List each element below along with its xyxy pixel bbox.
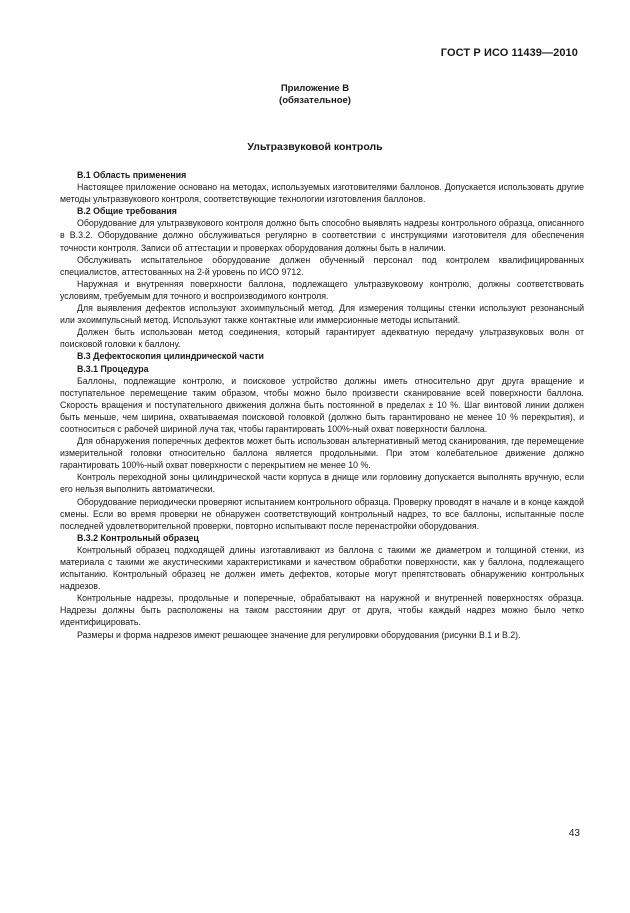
paragraph: Для выявления дефектов используют эхоимпульсный метод. Для измерения толщины стенки используют резонансный или эхоимпульсный метод. Используют также контактные или иммерсионные методы испытаний. [60, 303, 584, 326]
paragraph: Контрольный образец подходящей длины изготавливают из баллона с такими же диаметром и толщиной стенки, из материала с такими же акустическими характеристиками и качеством обработки поверхности, как у баллона, подлежащего испытанию. Контрольный образец не должен иметь дефектов, которые могут препятствовать обнаружению контрольных надрезов. [60, 544, 584, 592]
paragraph: Должен быть использован метод соединения, который гарантирует адекватную передачу ультразвуковых волн от поисковой головки к баллону. [60, 327, 584, 350]
appendix-heading: Ультразвуковой контроль [247, 141, 383, 153]
body-text [60, 169, 584, 641]
appendix-status: (обязательное) [279, 95, 351, 106]
page-number: 43 [568, 828, 580, 839]
section-b31-title: В.3.1 Процедура [77, 363, 149, 374]
paragraph: Размеры и форма надрезов имеют решающее значение для регулировки оборудования (рисунки В.1 и В.2). [77, 629, 521, 640]
section-b3-title: В.3 Дефектоскопия цилиндрической части [77, 351, 264, 362]
appendix-title: Приложение В [280, 83, 350, 94]
paragraph: Для обнаружения поперечных дефектов может быть использован альтернативный метод сканирования, где перемещение измерительной головки относительно баллона является продольными. При этом колебательное движение должно гарантировать 100%-ный охват поверхности с перекрытием не менее 10 %. [60, 436, 584, 471]
document-code-header: ГОСТ Р ИСО 11439—2010 [440, 47, 578, 59]
paragraph: Настоящее приложение основано на методах, используемых изготовителями баллонов. Допускается использовать другие методы ультразвукового контроля, соответствующие технологии изготовления баллонов. [60, 182, 584, 205]
paragraph: Баллоны, подлежащие контролю, и поисковое устройство должны иметь относительно друг друга вращение и поступательное перемещение таким образом, чтобы можно было произвести сканирование всей поверхности баллона. Скорость вращения и поступательного движения должна быть постоянной в пределах ± 10 %. Шаг винтовой линии должен быть меньше, чем ширина, охватываемая поисковой головкой (должно быть гарантировано не менее 10 % перекрытия), и соотноситься с рабочей шириной луча так, чтобы гарантировать 100%-ный охват поверхности баллона. [60, 375, 584, 434]
section-b2-title: В.2 Общие требования [77, 206, 177, 217]
paragraph: Оборудование для ультразвукового контроля должно быть способно выявлять надрезы контрольного образца, описанного в В.3.2. Оборудование должно обслуживаться регулярно в соответствии с инструкциями изготовителя для обеспечения точности контроля. Записи об аттестации и проверках оборудования должны быть в наличии. [60, 218, 584, 253]
paragraph: Обслуживать испытательное оборудование должен обученный персонал под контролем квалифицированных специалистов, аттестованных на 2-й уровень по ИСО 9712. [60, 254, 584, 277]
paragraph: Контрольные надрезы, продольные и поперечные, обрабатывают на наружной и внутренней поверхностях образца. Надрезы должны быть расположены на таком расстоянии друг от друга, чтобы каждый надрез можно было четко идентифицировать. [60, 593, 584, 628]
paragraph: Контроль переходной зоны цилиндрической части корпуса в днище или горловину допускается выполнять вручную, если его нельзя выполнить автоматически. [60, 472, 584, 495]
paragraph: Наружная и внутренняя поверхности баллона, подлежащего ультразвуковому контролю, должны соответствовать условиям, требуемым для точного и воспроизводимого контроля. [60, 278, 584, 301]
section-b1-title: В.1 Область применения [77, 170, 187, 180]
paragraph: Оборудование периодически проверяют испытанием контрольного образца. Проверку проводят в начале и в конце каждой смены. Если во время проверки не обнаружен соответствующий контрольный надрез, то все баллоны, испытанные после последней удовлетворительной проверки, повторно испытывают после перенастройки оборудования. [60, 496, 584, 531]
section-b32-title: В.3.2 Контрольный образец [77, 532, 199, 543]
